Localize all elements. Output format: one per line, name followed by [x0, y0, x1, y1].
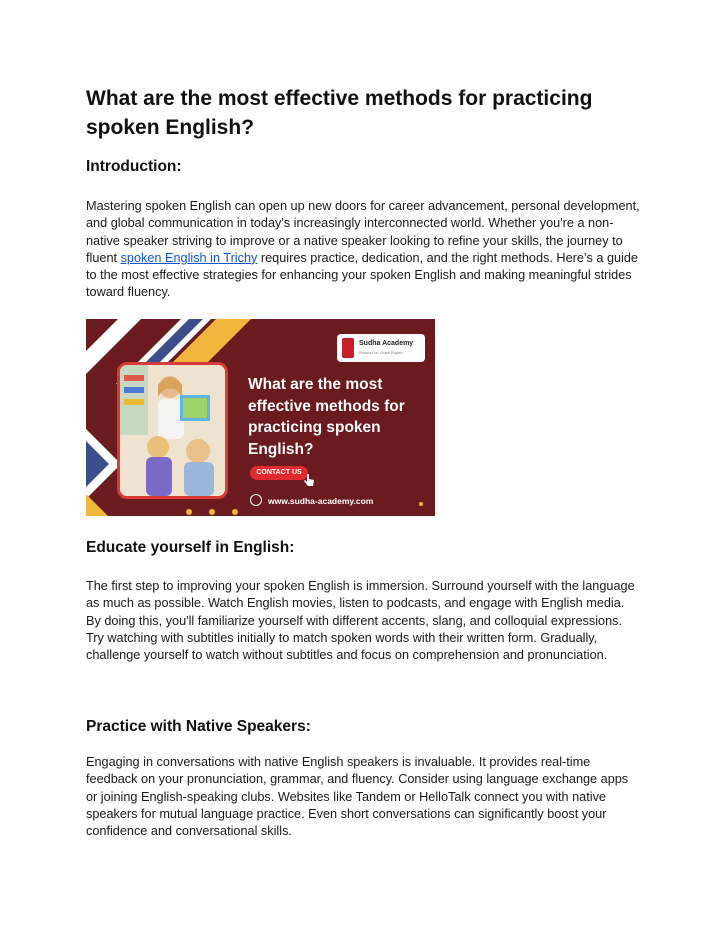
globe-icon: [250, 494, 262, 506]
academy-logo-icon: [342, 338, 354, 358]
spoken-english-trichy-link[interactable]: spoken English in Trichy: [120, 250, 258, 265]
educate-paragraph: The first step to improving your spoken English is immersion. Surround yourself with the language as much as possible. Watch English movies, listen to podcasts, and engage with English media. By doing this, you'll familiarize yourself with different accents, slang, and colloquial expressions. Try watching with subtitles initially to match spoken words with their written form. Gradually, challenge yourself to watch without subtitles and focus on comprehension and pronunciation.: [86, 579, 635, 663]
cursor-hand-icon: [304, 474, 314, 486]
logo-name: Sudha Academy: [359, 340, 414, 347]
banner-website: www.sudha-academy.com: [268, 496, 374, 506]
native-speakers-heading: Practice with Native Speakers:: [86, 718, 311, 735]
logo-tagline: Phonics Fun, Fluent English: [359, 351, 403, 355]
sudha-academy-logo: [337, 334, 425, 362]
contact-us-button: CONTACT US: [250, 466, 308, 480]
intro-heading: Introduction:: [86, 158, 182, 175]
banner-stripe-yellow-left: [86, 494, 108, 516]
native-speakers-paragraph: Engaging in conversations with native English speakers is invaluable. It provides real-time feedback on your pronunciation, grammar, and fluency. Consider using language exchange apps or joining English-speaking clubs. Websites like Tandem or HelloTalk connect you with native speakers for mutual language practice. Even short conversations can significantly boost your confidence and conversational skills.: [86, 755, 629, 839]
banner-headline: What are the most effective methods for practicing spoken English?: [248, 376, 405, 458]
article-banner-image: [86, 319, 435, 516]
intro-text-end: requires practice, dedication, and the right methods. Here’s a guide to the most effective strategies for enhancing your spoken English and making meaningful strides toward fluency.: [86, 250, 638, 300]
teacher-children-photo: [117, 362, 228, 499]
educate-heading: Educate yourself in English:: [86, 539, 295, 556]
intro-paragraph: [86, 198, 642, 302]
intro-text-start: Mastering spoken English can open up new doors for career advancement, personal development, and global communication in today's increasingly interconnected world. Whether you're a non-native speaker striving to improve or a native speaker looking to refine your skills, the journey to fluent: [86, 199, 640, 265]
document-title: What are the most effective methods for practicing spoken English?: [86, 87, 593, 139]
classroom-illustration: [120, 365, 225, 496]
